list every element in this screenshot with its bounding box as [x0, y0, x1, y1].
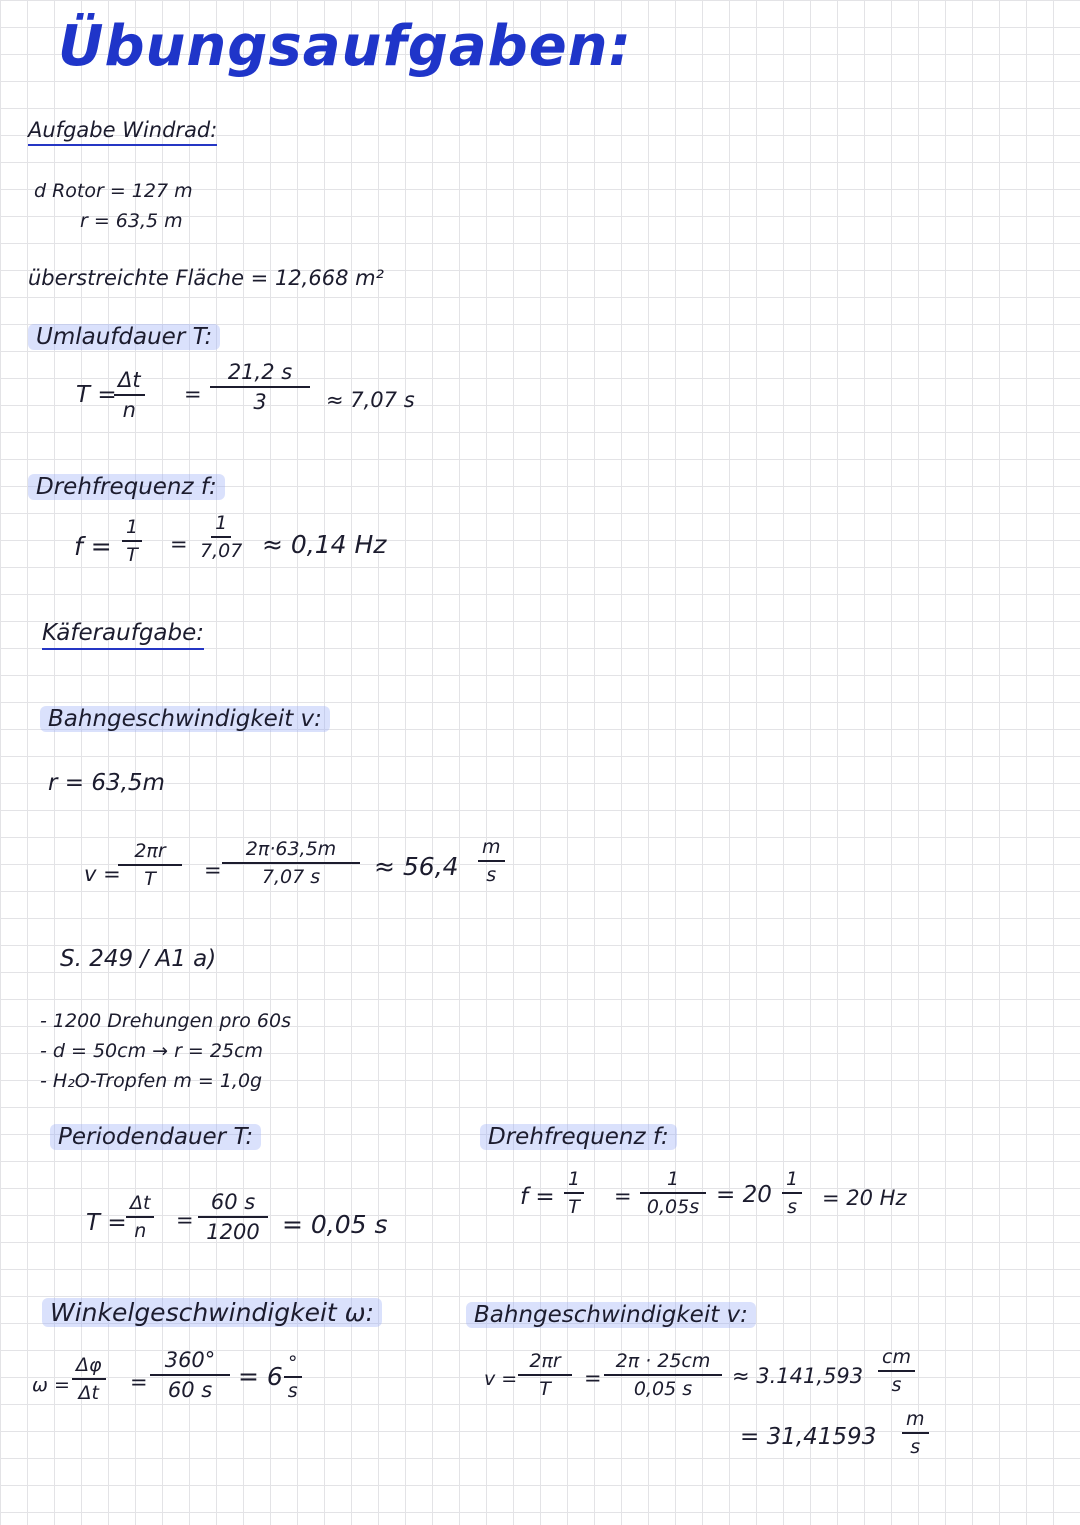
a1-given-3: - H₂O-Tropfen m = 1,0g: [40, 1070, 263, 1092]
windrad-T-val-fraction: [210, 360, 310, 414]
a1-w-val-fraction: [150, 1348, 230, 1402]
a1-drehfrequenz-heading: Drehfrequenz f:: [480, 1124, 677, 1150]
umlaufdauer-heading: Umlaufdauer T:: [28, 324, 220, 350]
a1-w-num: Δφ: [72, 1354, 106, 1380]
windrad-T-val-num: 21,2 s: [210, 360, 310, 388]
a1-w-eq: =: [130, 1370, 148, 1394]
kaefer-v-den: T: [144, 868, 156, 890]
a1-v-unit1-num: cm: [878, 1346, 915, 1372]
a1-v-unit2-num: m: [902, 1408, 929, 1434]
a1-given-2: - d = 50cm → r = 25cm: [40, 1040, 264, 1062]
a1-f-lhs: f =: [520, 1184, 555, 1210]
windrad-f-val-den: 7,07: [200, 540, 243, 562]
kaefer-v-num: 2πr: [118, 840, 182, 866]
a1-v-unit2-den: s: [910, 1436, 921, 1458]
a1-f-den: T: [568, 1196, 580, 1218]
a1-v-den: T: [539, 1378, 551, 1400]
a1-T-val-fraction: [198, 1190, 268, 1244]
a1-f-fraction: [564, 1168, 584, 1218]
a1-f-mid-den: s: [787, 1196, 797, 1218]
windrad-T-val-den: 3: [253, 390, 267, 414]
a1-f-val-num: 1: [640, 1168, 706, 1194]
kaefer-v-result: ≈ 56,4: [374, 852, 459, 881]
kaefer-v-val-den: 7,07 s: [261, 866, 321, 888]
a1-w-unit-num: °: [284, 1352, 302, 1378]
windrad-T-eq: =: [184, 382, 202, 406]
a1-v-val-num: 2π · 25cm: [604, 1350, 722, 1376]
a1-T-val-num: 60 s: [198, 1190, 268, 1218]
kaefer-v-lhs: v =: [84, 862, 121, 886]
windrad-T-fraction: [114, 368, 145, 422]
windrad-f-eq: =: [170, 532, 188, 556]
kaefer-v-val-num: 2π·63,5m: [222, 838, 360, 864]
a1-w-fraction: [72, 1354, 106, 1404]
a1-f-val-fraction: [640, 1168, 706, 1218]
a1-T-den: n: [134, 1220, 147, 1242]
kaefer-v-val-fraction: [222, 838, 360, 888]
a1-f-eq: =: [614, 1184, 632, 1208]
kaefer-v-unit-num: m: [478, 836, 505, 862]
a1-v-unit1-den: s: [891, 1374, 902, 1396]
periodendauer-heading: Periodendauer T:: [50, 1124, 261, 1150]
a1-f-mid: = 20: [716, 1182, 772, 1208]
a1-T-lhs: T =: [86, 1210, 127, 1236]
a1-f-val-den: 0,05s: [646, 1196, 700, 1218]
a1-T-result: = 0,05 s: [282, 1210, 388, 1239]
windrad-radius: r = 63,5 m: [80, 210, 183, 232]
windrad-T-result: ≈ 7,07 s: [326, 388, 415, 412]
a1-v-unit2: [902, 1408, 929, 1458]
windrad-f-num: 1: [122, 516, 142, 542]
a1-v-result2: = 31,41593: [740, 1424, 877, 1450]
a1-w-unit-den: s: [287, 1380, 298, 1402]
a1-f-mid-fraction: [782, 1168, 802, 1218]
kaefer-v-unit: [478, 836, 505, 886]
a1-w-den: Δt: [78, 1382, 99, 1404]
kaefer-radius: r = 63,5m: [48, 770, 165, 796]
a1-w-mid: = 6: [238, 1362, 283, 1391]
a1-given-1: - 1200 Drehungen pro 60s: [40, 1010, 291, 1032]
kaefer-v-unit-den: s: [486, 864, 497, 886]
drehfrequenz-heading: Drehfrequenz f:: [28, 474, 225, 500]
kaefer-v-eq: =: [204, 858, 222, 882]
a1-v-val-fraction: [604, 1350, 722, 1400]
windrad-T-lhs: T =: [76, 382, 117, 408]
a1-T-val-den: 1200: [206, 1220, 260, 1244]
a1-f-num: 1: [564, 1168, 584, 1194]
windrad-f-val-num: 1: [211, 512, 231, 538]
a1-w-val-num: 360°: [150, 1348, 230, 1376]
a1-w-unit: [284, 1352, 302, 1402]
a1-v-val-den: 0,05 s: [633, 1378, 693, 1400]
winkelgeschwindigkeit-heading: Winkelgeschwindigkeit ω:: [42, 1298, 382, 1327]
windrad-flaeche: überstreichte Fläche = 12,668 m²: [28, 266, 384, 290]
a1-T-fraction: [126, 1192, 154, 1242]
windrad-heading: Aufgabe Windrad:: [28, 118, 217, 146]
a1-f-result: = 20 Hz: [822, 1186, 907, 1210]
a1-T-num: Δt: [126, 1192, 154, 1218]
a1-T-eq: =: [176, 1208, 194, 1232]
page-title: Übungsaufgaben:: [58, 14, 632, 79]
a1-v-unit1: [878, 1346, 915, 1396]
a1-f-mid-num: 1: [782, 1168, 802, 1194]
windrad-f-fraction: [122, 516, 142, 566]
windrad-f-lhs: f =: [74, 532, 112, 561]
windrad-T-den: n: [122, 398, 136, 422]
a1-v-fraction: [518, 1350, 572, 1400]
windrad-f-result: ≈ 0,14 Hz: [262, 530, 387, 559]
a1-v-lhs: v =: [484, 1368, 518, 1390]
a1-v-result: ≈ 3.141,593: [732, 1364, 864, 1388]
kaefer-v-heading: Bahngeschwindigkeit v:: [40, 706, 330, 732]
a1-v-eq: =: [584, 1366, 602, 1390]
a1-bahngeschwindigkeit-heading: Bahngeschwindigkeit v:: [466, 1302, 756, 1328]
windrad-f-val-fraction: [200, 512, 242, 562]
a1-w-val-den: 60 s: [167, 1378, 213, 1402]
a1-reference: S. 249 / A1 a): [60, 946, 217, 972]
a1-v-num: 2πr: [518, 1350, 572, 1376]
kaefer-v-fraction: [118, 840, 182, 890]
windrad-d-rotor: d Rotor = 127 m: [34, 180, 193, 202]
windrad-T-num: Δt: [114, 368, 145, 396]
windrad-f-den: T: [126, 544, 138, 566]
a1-w-lhs: ω =: [32, 1374, 70, 1396]
kaefer-heading: Käferaufgabe:: [42, 620, 204, 650]
